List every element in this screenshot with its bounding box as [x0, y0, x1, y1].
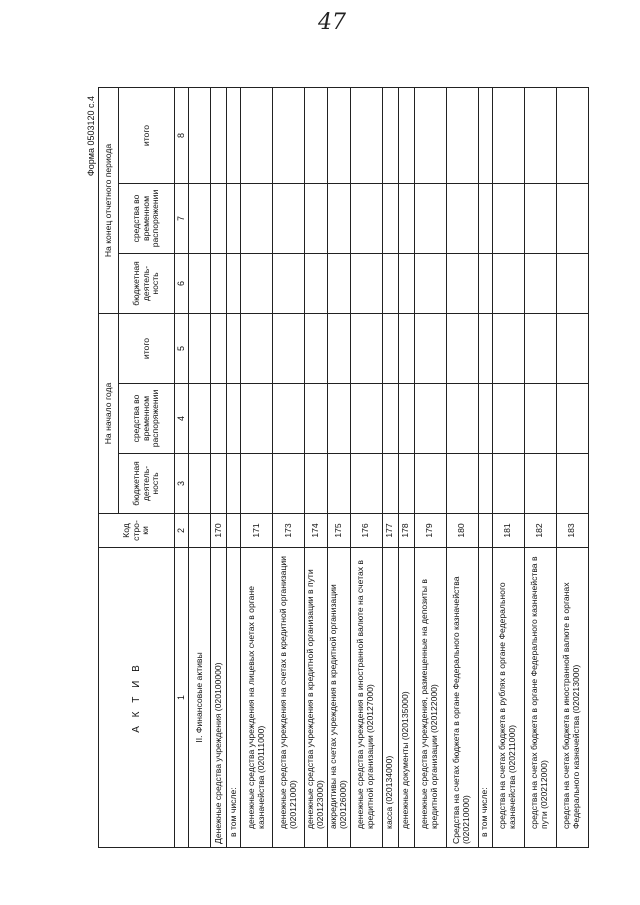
table-row — [492, 88, 524, 848]
row-code — [478, 514, 492, 548]
column-number: 2 — [175, 514, 189, 548]
row-code: 170 — [211, 514, 227, 548]
value-cell — [414, 454, 446, 514]
column-number: 7 — [175, 184, 189, 254]
value-cell — [492, 384, 524, 454]
table-row — [327, 88, 350, 848]
value-cell — [305, 184, 328, 254]
value-cell — [189, 314, 211, 384]
value-cell — [305, 314, 328, 384]
value-cell — [382, 254, 398, 314]
row-code — [189, 514, 211, 548]
value-cell — [227, 184, 241, 254]
balance-table — [98, 87, 589, 848]
row-code: 175 — [327, 514, 350, 548]
value-cell — [382, 314, 398, 384]
value-cell — [350, 314, 382, 384]
row-name: Средства на счетах бюджета в органе Федерального казначейства (020210000) — [446, 548, 478, 848]
rotated-form — [86, 88, 581, 848]
value-cell — [189, 254, 211, 314]
value-cell — [273, 184, 305, 254]
value-cell — [414, 88, 446, 184]
value-cell — [478, 184, 492, 254]
value-cell — [446, 384, 478, 454]
value-cell — [273, 384, 305, 454]
value-cell — [350, 454, 382, 514]
value-cell — [273, 454, 305, 514]
row-code: 173 — [273, 514, 305, 548]
column-number: 1 — [175, 548, 189, 848]
value-cell — [556, 184, 588, 254]
table-row — [556, 88, 588, 848]
row-name: денежные средства учреждения, размещенные на депозиты в кредитной организации (020122000) — [414, 548, 446, 848]
value-cell — [350, 384, 382, 454]
value-cell — [189, 384, 211, 454]
value-cell — [382, 184, 398, 254]
value-cell — [414, 254, 446, 314]
value-cell — [227, 88, 241, 184]
value-cell — [478, 314, 492, 384]
value-cell — [398, 454, 414, 514]
header-end-group: На конец отчетного периода — [99, 88, 119, 314]
value-cell — [241, 384, 273, 454]
value-cell — [524, 88, 556, 184]
header-code: Код стро-ки — [99, 514, 175, 548]
value-cell — [414, 384, 446, 454]
row-name: денежные документы (020135000) — [398, 548, 414, 848]
value-cell — [241, 254, 273, 314]
header-start-temp: средства во временном распоряжении — [119, 384, 175, 454]
table-row — [398, 88, 414, 848]
row-code: 171 — [241, 514, 273, 548]
table-row — [189, 88, 211, 848]
value-cell — [227, 314, 241, 384]
value-cell — [305, 454, 328, 514]
value-cell — [492, 254, 524, 314]
column-number-row — [175, 88, 189, 848]
column-number: 4 — [175, 384, 189, 454]
value-cell — [524, 314, 556, 384]
value-cell — [211, 184, 227, 254]
value-cell — [556, 454, 588, 514]
value-cell — [211, 384, 227, 454]
value-cell — [327, 184, 350, 254]
value-cell — [414, 184, 446, 254]
value-cell — [524, 454, 556, 514]
value-cell — [398, 254, 414, 314]
value-cell — [492, 314, 524, 384]
row-name: аккредитивы на счетах учреждения в кредитной организации (020126000) — [327, 548, 350, 848]
value-cell — [227, 254, 241, 314]
column-number: 3 — [175, 454, 189, 514]
value-cell — [446, 314, 478, 384]
row-name: денежные средства учреждения на лицевых счетах в органе казначейства (020111000) — [241, 548, 273, 848]
value-cell — [524, 254, 556, 314]
value-cell — [327, 314, 350, 384]
table-row — [446, 88, 478, 848]
value-cell — [189, 454, 211, 514]
header-end-temp: средства во временном распоряжении — [119, 184, 175, 254]
value-cell — [211, 254, 227, 314]
row-code: 174 — [305, 514, 328, 548]
value-cell — [556, 88, 588, 184]
row-code: 178 — [398, 514, 414, 548]
value-cell — [478, 88, 492, 184]
value-cell — [327, 88, 350, 184]
value-cell — [478, 454, 492, 514]
row-code: 177 — [382, 514, 398, 548]
table-row — [227, 88, 241, 848]
column-number: 5 — [175, 314, 189, 384]
header-end-total: итого — [119, 88, 175, 184]
value-cell — [273, 254, 305, 314]
value-cell — [398, 184, 414, 254]
value-cell — [350, 88, 382, 184]
value-cell — [189, 88, 211, 184]
value-cell — [305, 384, 328, 454]
row-code: 181 — [492, 514, 524, 548]
value-cell — [446, 454, 478, 514]
value-cell — [382, 88, 398, 184]
table-row — [382, 88, 398, 848]
value-cell — [189, 184, 211, 254]
form-label: Форма 0503120 с.4 — [86, 96, 96, 177]
table-row — [211, 88, 227, 848]
column-number: 8 — [175, 88, 189, 184]
table-row — [414, 88, 446, 848]
row-code: 176 — [350, 514, 382, 548]
value-cell — [492, 88, 524, 184]
value-cell — [492, 184, 524, 254]
value-cell — [211, 454, 227, 514]
value-cell — [414, 314, 446, 384]
value-cell — [241, 184, 273, 254]
value-cell — [350, 254, 382, 314]
value-cell — [327, 384, 350, 454]
table-row — [478, 88, 492, 848]
row-code: 180 — [446, 514, 478, 548]
value-cell — [305, 254, 328, 314]
row-code — [227, 514, 241, 548]
row-code: 179 — [414, 514, 446, 548]
value-cell — [211, 314, 227, 384]
value-cell — [524, 384, 556, 454]
table-row — [241, 88, 273, 848]
value-cell — [327, 254, 350, 314]
row-name: денежные средства учреждения в иностранной валюте на счетах в кредитной организации (020127000) — [350, 548, 382, 848]
header-start-total: итого — [119, 314, 175, 384]
column-number: 6 — [175, 254, 189, 314]
page-number: 47 — [318, 10, 346, 35]
value-cell — [211, 88, 227, 184]
table-row — [524, 88, 556, 848]
header-end-budget: бюджетная деятель-ность — [119, 254, 175, 314]
value-cell — [446, 254, 478, 314]
header-start-budget: бюджетная деятель-ность — [119, 454, 175, 514]
row-name: денежные средства учреждения в кредитной организации в пути (020123000) — [305, 548, 328, 848]
row-name: денежные средства учреждения на счетах в кредитной организации (020121000) — [273, 548, 305, 848]
value-cell — [327, 454, 350, 514]
value-cell — [524, 184, 556, 254]
table-row — [305, 88, 328, 848]
value-cell — [382, 454, 398, 514]
value-cell — [382, 384, 398, 454]
value-cell — [241, 314, 273, 384]
table-row — [273, 88, 305, 848]
value-cell — [556, 314, 588, 384]
value-cell — [305, 88, 328, 184]
value-cell — [556, 254, 588, 314]
value-cell — [273, 314, 305, 384]
row-name: касса (020134000) — [382, 548, 398, 848]
value-cell — [446, 184, 478, 254]
value-cell — [398, 314, 414, 384]
row-name: Денежные средства учреждения (020100000) — [211, 548, 227, 848]
value-cell — [227, 454, 241, 514]
value-cell — [398, 384, 414, 454]
row-name: средства на счетах бюджета в рублях в органе Федерального казначейства (020211000) — [492, 548, 524, 848]
row-code: 182 — [524, 514, 556, 548]
row-name: средства на счетах бюджета в органе Федерального казначейства в пути (020212000) — [524, 548, 556, 848]
header-start-group: На начало года — [99, 314, 119, 514]
value-cell — [241, 454, 273, 514]
value-cell — [478, 384, 492, 454]
row-name: в том числе: — [227, 548, 241, 848]
value-cell — [446, 88, 478, 184]
value-cell — [478, 254, 492, 314]
value-cell — [227, 384, 241, 454]
row-name: в том числе: — [478, 548, 492, 848]
value-cell — [398, 88, 414, 184]
value-cell — [350, 184, 382, 254]
value-cell — [241, 88, 273, 184]
row-name: средства на счетах бюджета в иностранной валюте в органах Федерального казначейства (020213000) — [556, 548, 588, 848]
row-code: 183 — [556, 514, 588, 548]
table-row — [350, 88, 382, 848]
header-aktiv: А К Т И В — [99, 548, 175, 848]
row-name: II. Финансовые активы — [189, 548, 211, 848]
value-cell — [273, 88, 305, 184]
value-cell — [556, 384, 588, 454]
value-cell — [492, 454, 524, 514]
